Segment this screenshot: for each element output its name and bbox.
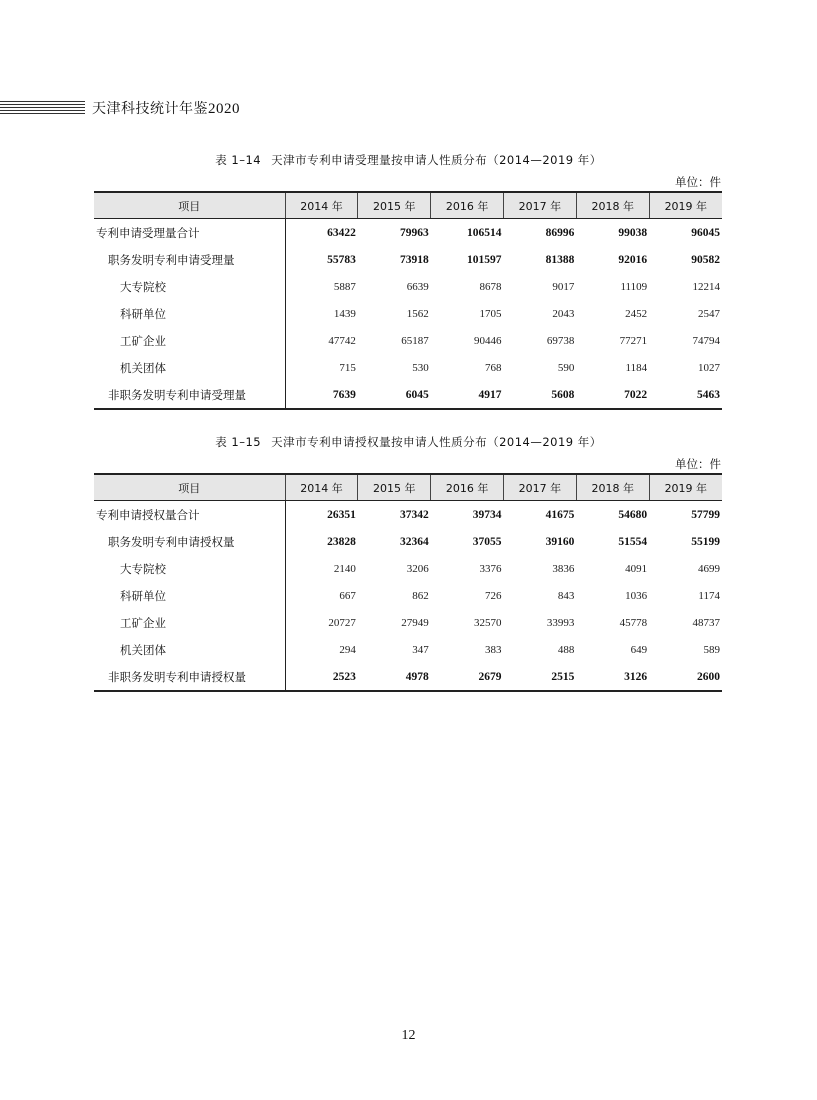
table-cell: 768 [485,361,502,374]
column-header-year: 2014 年 [285,192,358,219]
table-cell: 26351 [327,508,356,521]
table-cell: 843 [557,589,575,602]
table-row [94,528,722,555]
table-cell: 74794 [692,334,720,347]
row-label: 工矿企业 [94,327,285,354]
column-header-year: 2017 年 [504,192,577,219]
table-cell: 96045 [691,226,720,239]
table-cell: 2515 [504,663,577,691]
table-cell: 347 [412,643,429,656]
table-cell: 1174 [698,589,720,602]
table-cell: 33993 [546,616,575,629]
table-cell: 649 [630,643,648,656]
table-cell: 90446 [474,334,502,347]
table-cell: 2547 [698,307,720,320]
table-cell: 65187 [401,334,429,347]
header-rule-decoration [0,101,85,114]
table-caption [0,434,817,450]
table-cell: 530 [412,361,429,374]
table-cell: 69738 [546,334,575,347]
table-cell: 4091 [625,562,648,575]
table-cell: 3126 [576,663,649,691]
book-year: 2020 [208,101,240,117]
table-cell: 23828 [327,535,356,548]
table-number: 表 1–15 [215,435,262,449]
table-cell: 5608 [504,381,577,409]
row-label: 机关团体 [94,636,285,663]
table-cell: 715 [339,361,356,374]
table-cell: 47742 [328,334,356,347]
table-cell: 6045 [358,381,431,409]
table-cell: 39734 [472,508,502,521]
table-cell: 2523 [285,663,358,691]
table-cell: 2043 [552,307,575,320]
table-cell: 54680 [618,508,648,521]
row-label: 大专院校 [94,555,285,582]
table-cell: 1036 [625,589,648,602]
table-row [94,354,722,381]
data-table [94,473,722,692]
table-row [94,501,722,529]
table-cell: 4978 [358,663,431,691]
column-header-year: 2014 年 [285,474,358,501]
table-cell: 8678 [479,280,502,293]
column-header-year: 2015 年 [358,192,431,219]
row-label: 非职务发明专利申请受理量 [94,381,285,409]
table-cell: 2140 [333,562,356,575]
table-cell: 86996 [545,226,575,239]
table-cell: 5463 [649,381,722,409]
table-row [94,555,722,582]
table-cell: 32364 [399,535,429,548]
table-cell: 39160 [545,535,575,548]
table-cell: 101597 [467,253,502,266]
table-title: 天津市专利申请受理量按申请人性质分布（2014—2019 年） [271,153,602,167]
table-cell: 11109 [620,280,648,293]
table-cell: 55199 [691,535,720,548]
column-header-year: 2016 年 [431,192,504,219]
table-cell: 1027 [698,361,720,374]
table-cell: 589 [703,643,720,656]
table-unit: 单位：件 [675,457,721,471]
table-row [94,273,722,300]
table-cell: 5887 [333,280,356,293]
table-cell: 1705 [479,307,502,320]
row-label: 科研单位 [94,582,285,609]
row-label: 职务发明专利申请授权量 [94,528,285,555]
table-cell: 862 [412,589,429,602]
table-row [94,636,722,663]
table-cell: 667 [339,589,356,602]
table-cell: 2679 [431,663,504,691]
table-cell: 41675 [545,508,575,521]
table-cell: 27949 [401,616,429,629]
table-cell: 12214 [692,280,720,293]
column-header-year: 2015 年 [358,474,431,501]
table-cell: 99038 [618,226,648,239]
column-header-year: 2016 年 [431,474,504,501]
table-cell: 3836 [552,562,575,575]
table-cell: 73918 [399,253,429,266]
table-unit: 单位：件 [675,175,721,189]
column-header-year: 2019 年 [649,474,722,501]
table-cell: 92016 [618,253,648,266]
column-header-item: 项目 [94,192,285,219]
data-table [94,191,722,410]
table-header-row [94,192,722,219]
table-cell: 37342 [399,508,429,521]
row-label: 非职务发明专利申请授权量 [94,663,285,691]
table-cell: 20727 [328,616,356,629]
table-cell: 2452 [625,307,648,320]
column-header-year: 2017 年 [504,474,577,501]
table-cell: 51554 [618,535,648,548]
column-header-year: 2019 年 [649,192,722,219]
table-row [94,582,722,609]
row-label: 专利申请授权量合计 [94,501,285,529]
table-row [94,381,722,409]
table-cell: 1562 [406,307,429,320]
table-cell: 3376 [479,562,502,575]
table-cell: 32570 [474,616,502,629]
table-cell: 79963 [399,226,429,239]
table-cell: 57799 [691,508,720,521]
row-label: 专利申请受理量合计 [94,219,285,247]
table-cell: 3206 [406,562,429,575]
table-cell: 37055 [472,535,502,548]
table-row [94,300,722,327]
running-header [92,98,240,118]
table-cell: 726 [485,589,502,602]
table-cell: 63422 [327,226,356,239]
table-cell: 48737 [692,616,720,629]
table-row [94,327,722,354]
table-cell: 4917 [431,381,504,409]
table-caption [0,152,817,168]
table-cell: 81388 [545,253,575,266]
row-label: 工矿企业 [94,609,285,636]
book-title: 天津科技统计年鉴 [92,101,208,117]
row-label: 科研单位 [94,300,285,327]
table-row [94,663,722,691]
page-number: 12 [401,1028,416,1043]
table-row [94,246,722,273]
table-cell: 90582 [691,253,720,266]
table-row [94,219,722,247]
table-cell: 7022 [576,381,649,409]
table-cell: 294 [339,643,356,656]
table-cell: 1439 [333,307,356,320]
table-cell: 6639 [406,280,429,293]
table-cell: 45778 [619,616,648,629]
row-label: 大专院校 [94,273,285,300]
table-cell: 4699 [698,562,720,575]
column-header-year: 2018 年 [576,192,649,219]
table-cell: 7639 [285,381,358,409]
row-label: 机关团体 [94,354,285,381]
column-header-year: 2018 年 [576,474,649,501]
table-cell: 488 [557,643,575,656]
table-header-row [94,474,722,501]
table-cell: 55783 [327,253,356,266]
table-row [94,609,722,636]
table-cell: 590 [557,361,575,374]
row-label: 职务发明专利申请受理量 [94,246,285,273]
column-header-item: 项目 [94,474,285,501]
table-cell: 383 [485,643,502,656]
table-number: 表 1–14 [215,153,262,167]
table-cell: 106514 [467,226,502,239]
table-cell: 77271 [619,334,648,347]
table-cell: 1184 [625,361,648,374]
table-cell: 9017 [552,280,575,293]
table-title: 天津市专利申请授权量按申请人性质分布（2014—2019 年） [271,435,602,449]
table-cell: 2600 [649,663,722,691]
